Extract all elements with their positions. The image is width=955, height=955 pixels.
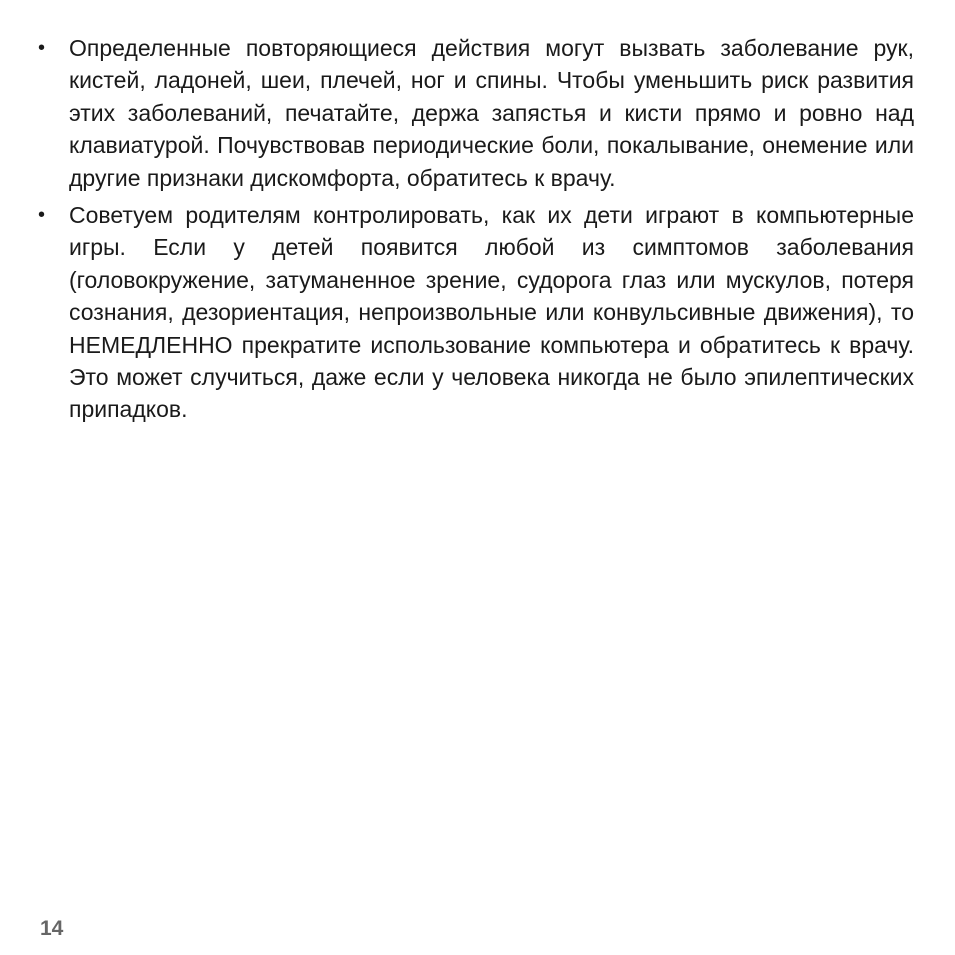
bullet-list xyxy=(38,32,914,426)
list-item xyxy=(38,199,914,426)
page-body xyxy=(38,32,914,431)
paragraph-text: Советуем родителям контролировать, как их дети играют в компьютерные игры. Если у детей появится любой из симптомов заболевания (головокружение, затуманенное зрение, судорога глаз или мускулов, потеря сознания, дезориентация, непроизвольные или конвульсивные движения), то НЕМЕДЛЕННО прекратите использование компьютера и обратитесь к врачу. Это может случиться, даже если у человека никогда не было эпилептических припадков. xyxy=(69,202,914,423)
bullet-icon: • xyxy=(38,37,46,59)
paragraph-text: Определенные повторяющиеся действия могут вызвать заболевание рук, кистей, ладоней, шеи, плечей, ног и спины. Чтобы уменьшить риск развития этих заболеваний, печатайте, держа запястья и кисти прямо и ровно над клавиатурой. Почувствовав периодические боли, покалывание, онемение или другие признаки дискомфорта, обратитесь к врачу. xyxy=(69,35,914,191)
list-item xyxy=(38,32,914,194)
bullet-icon: • xyxy=(38,204,46,227)
page-number: 14 xyxy=(40,917,64,940)
